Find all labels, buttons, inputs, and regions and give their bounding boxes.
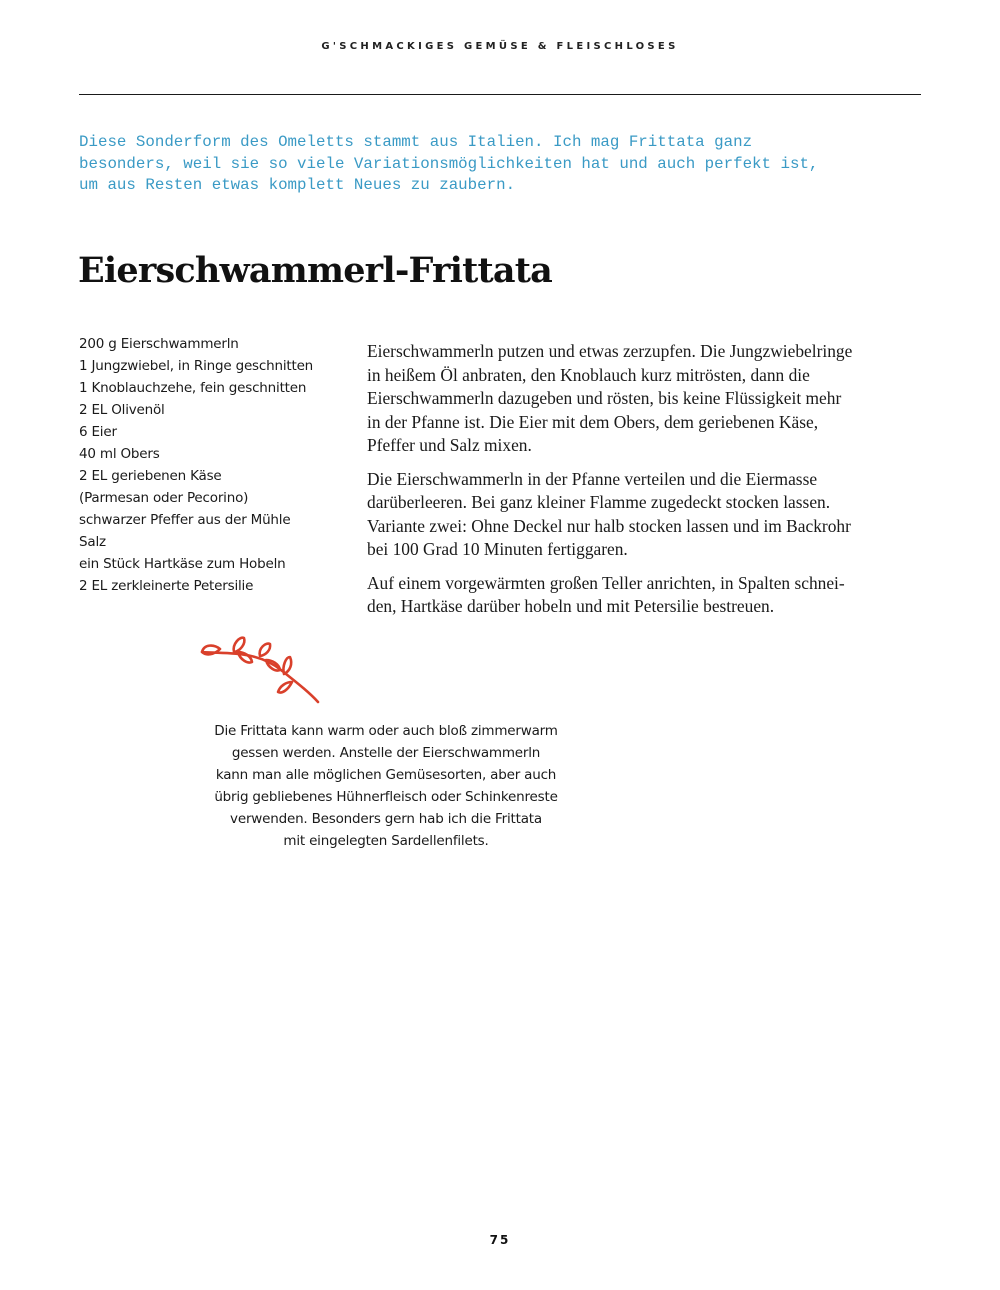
tip-line: kann man alle möglichen Gemüsesorten, aber auch [215, 767, 557, 783]
method-line: Auf einem vorgewärmten großen Teller anrichten, in Spalten schnei- [367, 572, 845, 593]
ingredient-item: Salz [79, 534, 106, 550]
method-line: bei 100 Grad 10 Minuten fertiggaren. [367, 539, 628, 559]
recipe-title: Eierschwammerl-Frittata [78, 250, 552, 291]
page-number: 75 [489, 1233, 511, 1247]
ingredient-item: 2 EL geriebenen Käse [79, 468, 222, 484]
ingredient-item: (Parmesan oder Pecorino) [79, 490, 249, 506]
ingredient-item: 2 EL Olivenöl [79, 402, 165, 418]
tip-line: mit eingelegten Sardellenfilets. [283, 833, 489, 849]
intro-line: um aus Resten etwas komplett Neues zu zaubern. [79, 176, 516, 194]
tip-text [176, 720, 596, 852]
ingredient-item: ein Stück Hartkäse zum Hobeln [79, 556, 286, 572]
ingredient-item: 2 EL zerkleinerte Petersilie [79, 578, 254, 594]
intro-line: Diese Sonderform des Omeletts stammt aus Italien. Ich mag Frittata ganz [79, 133, 753, 151]
ingredient-item: 200 g Eierschwammerln [79, 336, 239, 352]
tip-line: gessen werden. Anstelle der Eierschwammerln [231, 745, 541, 761]
method-line: Eierschwammerln dazugeben und rösten, bis keine Flüssigkeit mehr [367, 388, 842, 408]
header-rule [79, 94, 921, 95]
method-line: Pfeffer und Salz mixen. [367, 435, 532, 455]
intro-text [79, 132, 929, 197]
method-line: Eierschwammerln putzen und etwas zerzupfen. Die Jungzwiebelringe [367, 341, 853, 361]
ingredient-item: 40 ml Obers [79, 446, 160, 462]
tip-line: übrig gebliebenes Hühnerfleisch oder Schinkenreste [214, 789, 558, 805]
ingredient-item: 1 Knoblauchzehe, fein geschnitten [79, 380, 307, 396]
method-line: Die Eierschwammerln in der Pfanne verteilen und die Eiermasse [367, 468, 818, 489]
method-line: darüberleeren. Bei ganz kleiner Flamme zugedeckt stocken lassen. [367, 492, 831, 512]
tip-line: Die Frittata kann warm oder auch bloß zimmerwarm [214, 723, 558, 739]
method-line: den, Hartkäse darüber hobeln und mit Petersilie bestreuen. [367, 596, 775, 616]
method-line: Variante zwei: Ohne Deckel nur halb stocken lassen und im Backrohr [367, 515, 851, 536]
intro-line: besonders, weil sie so viele Variationsmöglichkeiten hat und auch perfekt ist, [79, 154, 819, 173]
method-line: in heißem Öl anbraten, den Knoblauch kurz mitrösten, dann die [367, 364, 810, 385]
ingredient-list [79, 333, 349, 597]
method-text [367, 330, 927, 629]
method-line: in der Pfanne ist. Die Eier mit dem Obers, dem geriebenen Käse, [367, 411, 819, 432]
ingredient-item: schwarzer Pfeffer aus der Mühle [79, 512, 291, 528]
running-head: G'SCHMACKIGES GEMÜSE & FLEISCHLOSES [321, 41, 679, 52]
herb-sprig-icon [196, 632, 326, 707]
ingredient-item: 6 Eier [79, 424, 117, 440]
ingredient-item: 1 Jungzwiebel, in Ringe geschnitten [79, 358, 314, 374]
tip-line: verwenden. Besonders gern hab ich die Frittata [230, 811, 542, 827]
